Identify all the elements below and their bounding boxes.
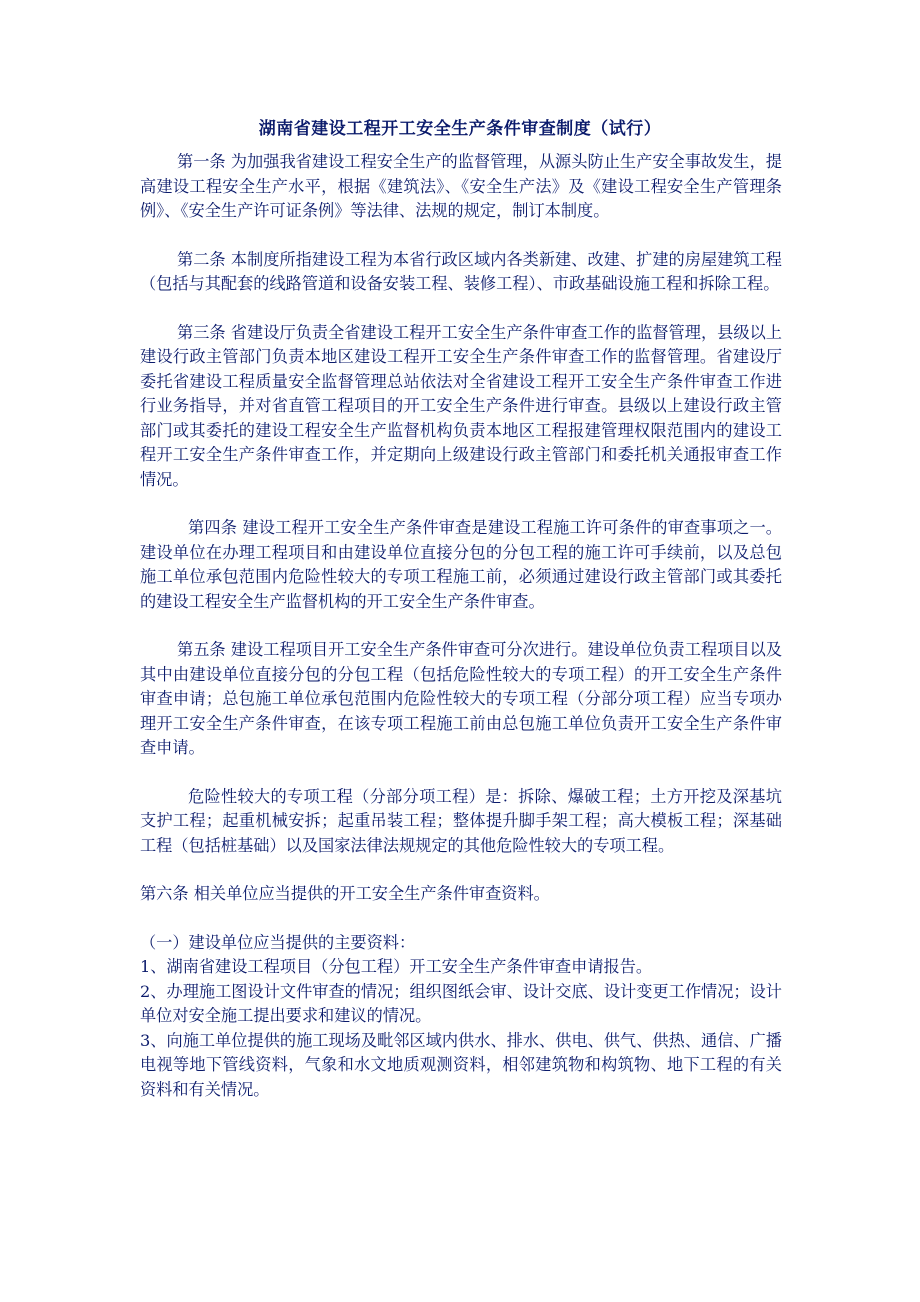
document-body — [140, 150, 782, 1102]
subsection-1-heading: （一）建设单位应当提供的主要资料： — [140, 932, 416, 952]
list-item-1: 1、湖南省建设工程项目（分包工程）开工安全生产条件审查申请报告。 — [140, 957, 653, 976]
article-3: 第三条 省建设厅负责全省建设工程开工安全生产条件审查工作的监督管理，县级以上建设行政主管部门负责本地区建设工程开工安全生产条件审查工作的监督管理。省建设厅委托省建设工程质量安全监督管理总站依法对全省建设工程开工安全生产条件审查工作进行业务指导，并对省直管工程项目的开工安全生产条件进行审查。县级以上建设行政主管部门或其委托的建设工程安全生产监督机构负责本地区工程报建管理权限范围内的建设工程开工安全生产条件审查工作，并定期向上级建设行政主管部门和委托机关通报审查工作情况。 — [140, 322, 782, 489]
article-5: 第五条 建设工程项目开工安全生产条件审查可分次进行。建设单位负责工程项目以及其中由建设单位直接分包的分包工程（包括危险性较大的专项工程）的开工安全生产条件审查申请；总包施工单位承包范围内危险性较大的专项工程（分部分项工程）应当专项办理开工安全生产条件审查，在该专项工程施工前由总包施工单位负责开工安全生产条件审查申请。 — [140, 640, 782, 757]
list-item-3: 3、向施工单位提供的施工现场及毗邻区域内供水、排水、供电、供气、供热、通信、广播电视等地下管线资料，气象和水文地质观测资料，相邻建筑物和构筑物、地下工程的有关资料和有关情况。 — [140, 1030, 782, 1099]
article-6: 第六条 相关单位应当提供的开工安全生产条件审查资料。 — [140, 884, 550, 903]
article-5-hazardous-works: 危险性较大的专项工程（分部分项工程）是：拆除、爆破工程；土方开挖及深基坑支护工程；起重机械安拆；起重吊装工程；整体提升脚手架工程；高大模板工程；深基础工程（包括桩基础）以及国家法律法规规定的其他危险性较大的专项工程。 — [140, 786, 782, 855]
article-2: 第二条 本制度所指建设工程为本省行政区域内各类新建、改建、扩建的房屋建筑工程（包括与其配套的线路管道和设备安装工程、装修工程）、市政基础设施工程和拆除工程。 — [140, 249, 782, 293]
article-1: 第一条 为加强我省建设工程安全生产的监督管理，从源头防止生产安全事故发生，提高建设工程安全生产水平，根据《建筑法》、《安全生产法》及《建设工程安全生产管理条例》、《安全生产许可证条例》等法律、法规的规定，制订本制度。 — [140, 152, 782, 220]
article-4: 第四条 建设工程开工安全生产条件审查是建设工程施工许可条件的审查事项之一。建设单位在办理工程项目和由建设单位直接分包的分包工程的施工许可手续前，以及总包施工单位承包范围内危险性较大的专项工程施工前，必须通过建设行政主管部门或其委托的建设工程安全生产监督机构的开工安全生产条件审查。 — [140, 518, 782, 611]
document-title: 湖南省建设工程开工安全生产条件审查制度（试行） — [258, 119, 662, 139]
list-item-2: 2、办理施工图设计文件审查的情况；组织图纸会审、设计交底、设计变更工作情况；设计单位对安全施工提出要求和建议的情况。 — [140, 981, 782, 1025]
